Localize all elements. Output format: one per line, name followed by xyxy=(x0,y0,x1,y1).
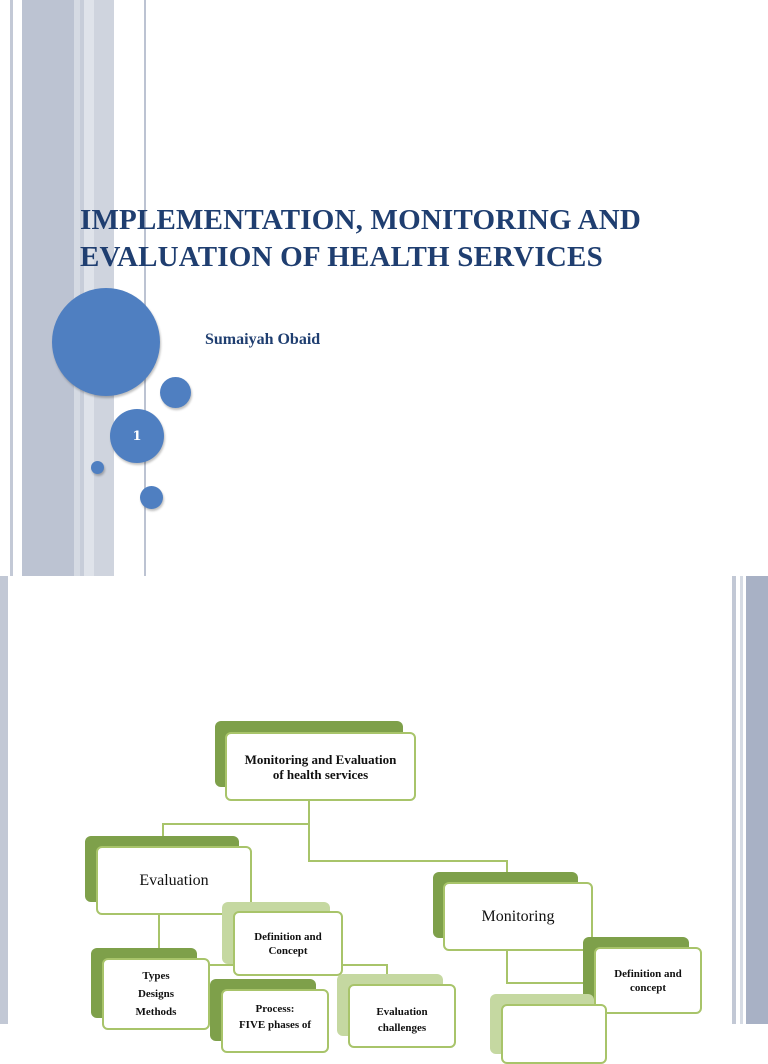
mon-definition-line-1: Definition and xyxy=(614,967,682,980)
connector xyxy=(506,950,508,984)
decor-circle-small xyxy=(91,461,104,474)
connector xyxy=(162,823,164,837)
eval-types-line-1: Types xyxy=(142,970,170,982)
eval-definition-line-1: Definition and xyxy=(254,930,322,943)
root-line-2: of health services xyxy=(272,766,369,782)
title-line-1: IMPLEMENTATION, MONITORING AND xyxy=(80,204,642,236)
connector xyxy=(158,914,160,950)
decor-circle xyxy=(160,377,191,408)
decor-band xyxy=(84,0,94,576)
mon-definition-line-2: concept xyxy=(629,981,667,994)
evaluation-label: Evaluation xyxy=(139,871,209,889)
eval-definition-line-2: Concept xyxy=(268,944,308,957)
decor-band xyxy=(746,576,768,1024)
slide-title xyxy=(80,202,720,276)
decor-band xyxy=(740,576,743,1024)
monitoring-label: Monitoring xyxy=(481,907,555,925)
decor-band xyxy=(10,0,13,576)
eval-types-line-3: Methods xyxy=(135,1006,177,1018)
eval-challenges-line-1: Evaluation xyxy=(376,1006,428,1018)
root-line-1: Monitoring and Evaluation xyxy=(244,751,397,767)
decor-band xyxy=(732,576,736,1024)
eval-challenges-line-2: challenges xyxy=(377,1022,427,1034)
connector xyxy=(386,964,388,974)
author-name: Sumaiyah Obaid xyxy=(205,331,321,348)
decor-circle xyxy=(140,486,163,509)
eval-process-line-2: FIVE phases of xyxy=(238,1019,312,1031)
connector xyxy=(308,800,310,862)
decor-band xyxy=(0,576,8,1024)
eval-types-line-2: Designs xyxy=(137,988,175,1000)
diagram-slide xyxy=(0,576,768,1034)
decor-band xyxy=(22,0,74,576)
connector xyxy=(162,823,310,825)
page-number: 1 xyxy=(110,409,164,463)
eval-process-line-1: Process: xyxy=(255,1003,295,1015)
connector xyxy=(308,860,508,862)
decor-circle-large xyxy=(52,288,160,396)
title-line-2: EVALUATION OF HEALTH SERVICES xyxy=(80,241,603,273)
